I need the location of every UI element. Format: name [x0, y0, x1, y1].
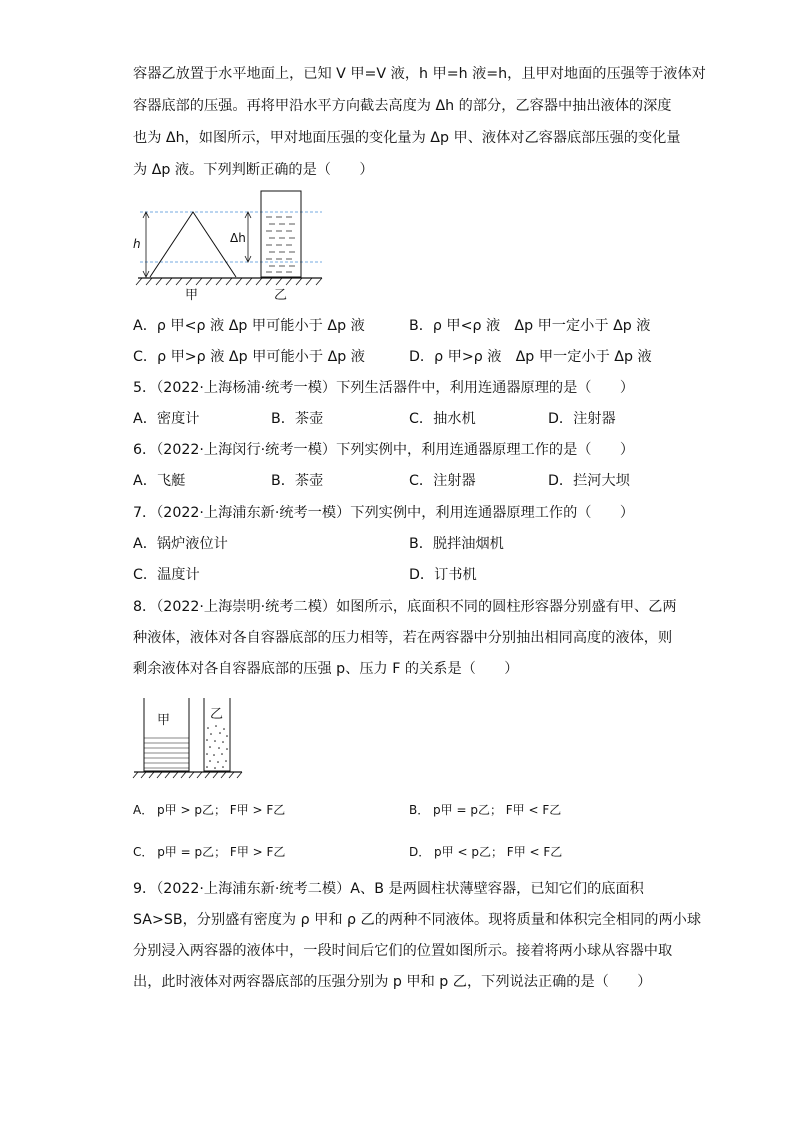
q6-option-d: D．拦河大坝: [548, 473, 630, 489]
q8-option-c: C． p甲 = p乙； F甲 > F乙: [133, 845, 286, 859]
delta-h-label: Δh: [230, 231, 246, 245]
figure-triangle-and-container: [130, 185, 330, 303]
q5-option-b: B．茶壶: [271, 411, 324, 427]
question-8-stem-line-3: 剩余液体对各自容器底部的压强 p、压力 F 的关系是（ ）: [133, 661, 519, 677]
question-9-stem-line-4: 出，此时液体对两容器底部的压强分别为 p 甲和 p 乙，下列说法正确的是（ ）: [133, 974, 652, 990]
q7-option-b: B．脱拌油烟机: [409, 536, 504, 552]
q8-option-d: D． p甲 < p乙； F甲 < F乙: [409, 845, 563, 859]
question-4-stem-line-4: 为 Δp 液。下列判断正确的是（ ）: [133, 162, 374, 178]
fig2-label-jia: 甲: [157, 713, 171, 728]
q8-option-a: A． p甲 > p乙； F甲 > F乙: [133, 803, 286, 817]
question-4-stem-line-2: 容器底部的压强。再将甲沿水平方向截去高度为 Δh 的部分，乙容器中抽出液体的深度: [133, 98, 672, 114]
q4-option-a: A．ρ 甲<ρ 液 Δp 甲可能小于 Δp 液: [133, 318, 365, 334]
q6-option-b: B．茶壶: [271, 473, 324, 489]
height-label: h: [133, 237, 141, 251]
q5-option-c: C．抽水机: [409, 411, 476, 427]
q7-option-d: D．订书机: [409, 567, 477, 583]
q8-option-b: B． p甲 = p乙； F甲 < F乙: [409, 803, 562, 817]
q4-option-d: D．ρ 甲>ρ 液 Δp 甲一定小于 Δp 液: [409, 349, 652, 365]
label-yi: 乙: [274, 288, 288, 303]
q7-option-c: C．温度计: [133, 567, 200, 583]
question-9-stem-line-3: 分别浸入两容器的液体中，一段时间后它们的位置如图所示。接着将两小球从容器中取: [133, 943, 673, 959]
q6-option-c: C．注射器: [409, 473, 476, 489]
q4-option-b: B．ρ 甲<ρ 液 Δp 甲一定小于 Δp 液: [409, 318, 651, 334]
question-4-stem-line-3: 也为 Δh，如图所示，甲对地面压强的变化量为 Δp 甲、液体对乙容器底部压强的变化量: [133, 130, 681, 146]
question-6-stem: 6．（2022·上海闵行·统考一模）下列实例中，利用连通器原理工作的是（ ）: [133, 442, 635, 458]
question-5-stem: 5．（2022·上海杨浦·统考一模）下列生活器件中，利用连通器原理的是（ ）: [133, 380, 635, 396]
q7-option-a: A．锅炉液位计: [133, 536, 228, 552]
q5-option-d: D．注射器: [548, 411, 616, 427]
q5-option-a: A．密度计: [133, 411, 200, 427]
question-9-stem-line-2: SA>SB，分别盛有密度为 ρ 甲和 ρ 乙的两种不同液体。现将质量和体积完全相同的两小球: [133, 912, 702, 928]
label-jia: 甲: [185, 288, 199, 303]
q4-option-c: C．ρ 甲>ρ 液 Δp 甲可能小于 Δp 液: [133, 349, 365, 365]
figure-two-cylinders: [132, 693, 244, 779]
question-4-stem-line-1: 容器乙放置于水平地面上，已知 V 甲=V 液，h 甲=h 液=h，且甲对地面的压强等于液体对: [133, 66, 706, 82]
question-9-stem-line-1: 9．（2022·上海浦东新·统考二模）A、B 是两圆柱状薄壁容器，已知它们的底面积: [133, 881, 644, 897]
q6-option-a: A．飞艇: [133, 473, 186, 489]
fig2-label-yi: 乙: [210, 707, 224, 722]
question-7-stem: 7．（2022·上海浦东新·统考一模）下列实例中，利用连通器原理工作的（ ）: [133, 505, 635, 521]
question-8-stem-line-2: 种液体，液体对各自容器底部的压力相等，若在两容器中分别抽出相同高度的液体，则: [133, 630, 673, 646]
question-8-stem-line-1: 8．（2022·上海崇明·统考二模）如图所示，底面积不同的圆柱形容器分别盛有甲、乙两: [133, 599, 677, 615]
